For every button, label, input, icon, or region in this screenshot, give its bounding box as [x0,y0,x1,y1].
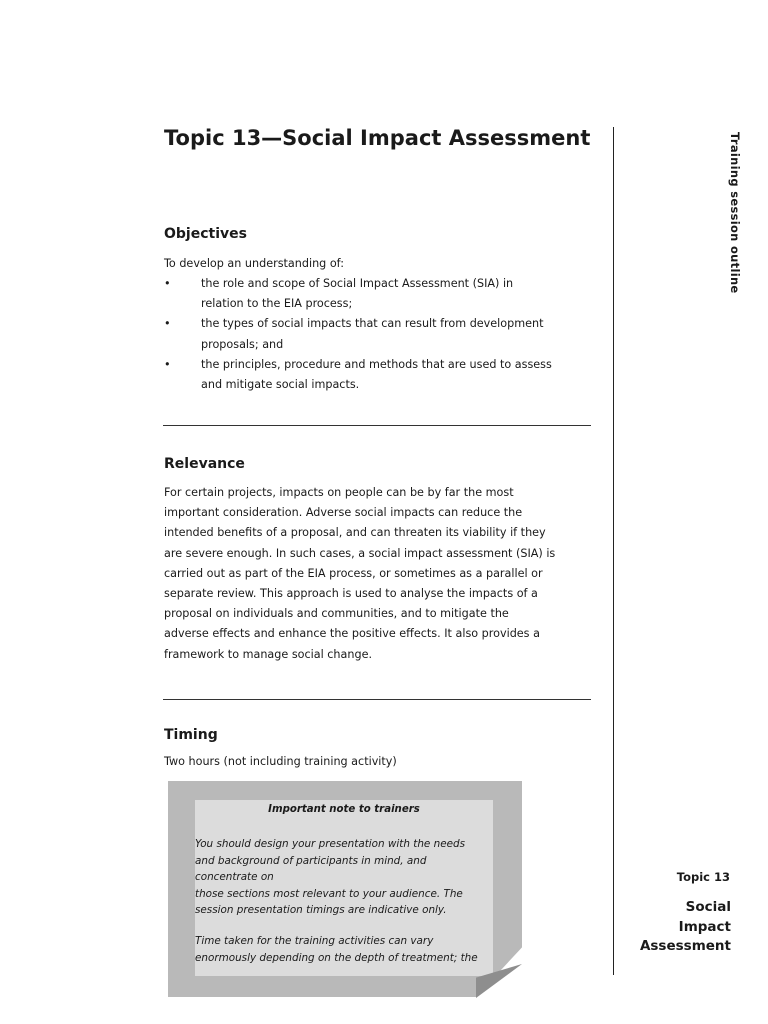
note-line: enormously depending on the depth of treatment; the [195,951,478,964]
paragraph-line: carried out as part of the EIA process, or sometimes as a parallel or [164,566,543,580]
note-line: those sections most relevant to your audience. The [195,887,463,900]
vertical-divider [613,127,614,975]
side-topic-word: Assessment [639,938,731,954]
list-item-line: the role and scope of Social Impact Assessment (SIA) in [201,277,514,290]
relevance-paragraph [164,483,594,665]
note-paragraph [195,836,493,919]
paragraph-line: proposal on individuals and communities, and to mitigate the [164,607,509,621]
list-item-line: and mitigate social impacts. [201,378,360,392]
page-title: Topic 13—Social Impact Assessment [164,126,591,150]
paragraph-line: For certain projects, impacts on people can be by far the most [164,486,514,499]
objectives-intro: To develop an understanding of: [164,257,344,270]
objectives-heading: Objectives [164,226,247,242]
timing-text: Two hours (not including training activity) [164,755,397,768]
section-divider [163,425,591,426]
note-line: Time taken for the training activities can vary [195,935,434,947]
list-item-line: the types of social impacts that can result from development [201,317,544,331]
paragraph-line: important consideration. Adverse social impacts can reduce the [164,506,523,520]
side-label: Training session outline [728,132,742,294]
objectives-list [164,274,584,395]
list-item-line: proposals; and [201,337,284,351]
side-topic-word: Impact [678,918,731,935]
list-item-line: relation to the EIA process; [201,297,353,311]
bullet-icon: • [164,357,171,371]
trainer-note [195,800,493,976]
list-item-line: the principles, procedure and methods that are used to assess [201,357,552,371]
note-line: and background of participants in mind, and [195,854,427,867]
relevance-heading: Relevance [164,456,245,472]
note-line: session presentation timings are indicative only. [195,904,447,916]
bullet-icon: • [164,317,171,331]
note-line: concentrate on [195,871,274,883]
paragraph-line: adverse effects and enhance the positive effects. It also provides a [164,627,540,641]
note-line: You should design your presentation with the needs [195,838,465,850]
paragraph-line: separate review. This approach is used to analyse the impacts of a [164,587,538,601]
side-topic-number: Topic 13 [676,870,730,884]
bullet-icon: • [164,277,171,290]
section-divider [163,699,591,700]
list-item [164,274,584,314]
note-paragraph [195,933,493,966]
list-item [164,314,584,354]
list-item [164,355,584,395]
paragraph-line: framework to manage social change. [164,647,373,661]
timing-heading: Timing [164,727,218,743]
side-topic-name [621,898,731,957]
note-title: Important note to trainers [268,804,420,815]
side-topic-word: Social [685,899,731,915]
paragraph-line: intended benefits of a proposal, and can threaten its viability if they [164,526,546,540]
paragraph-line: are severe enough. In such cases, a social impact assessment (SIA) is [164,546,556,560]
